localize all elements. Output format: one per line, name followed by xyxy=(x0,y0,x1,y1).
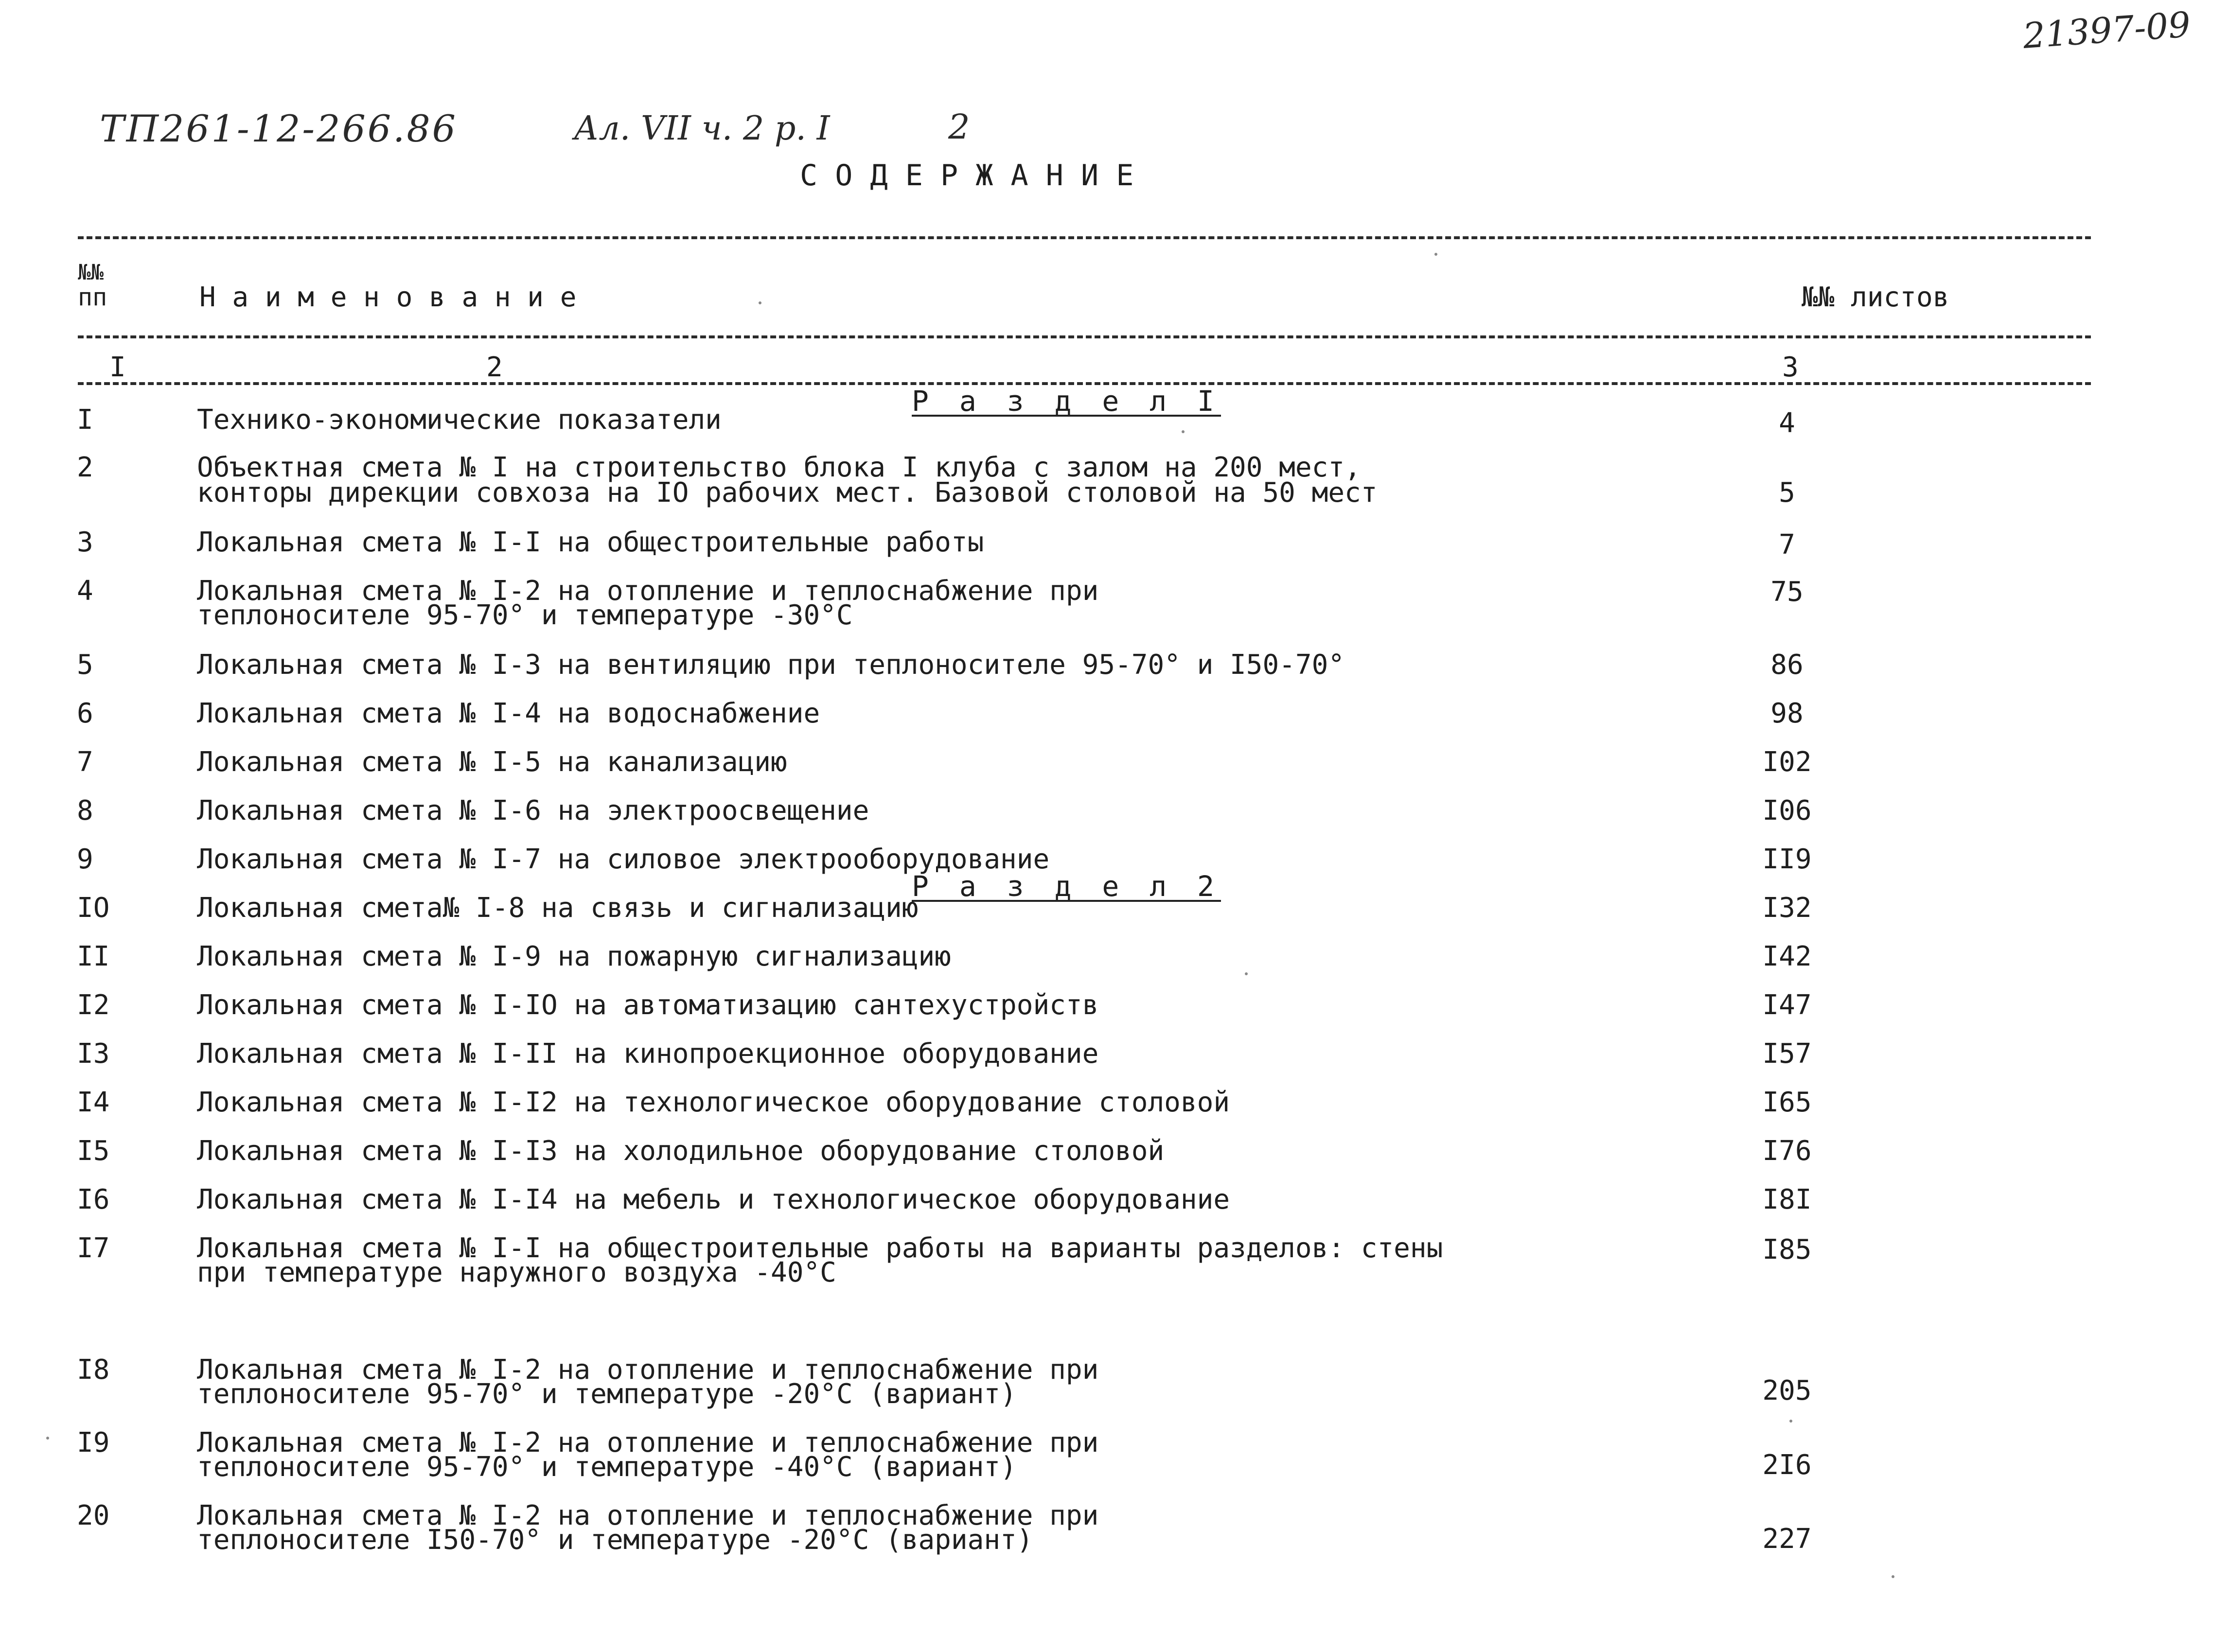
row-title: Локальная смета № I-IO на автоматизацию сантехустройств xyxy=(197,989,1099,1021)
row-sheet: I65 xyxy=(1762,1087,1812,1118)
row-sheet: 2I6 xyxy=(1762,1449,1812,1481)
row-title: Локальная смета № I-I4 на мебель и технологическое оборудование xyxy=(197,1184,1230,1215)
num-column-index: I xyxy=(109,351,126,383)
row-sheet: I85 xyxy=(1762,1234,1812,1265)
name-column-header: Н а и м е н о в а н и е xyxy=(199,281,577,313)
row-number: I3 xyxy=(77,1038,110,1070)
header-middle-rule xyxy=(78,335,2091,338)
row-number: 20 xyxy=(77,1500,110,1531)
header-top-rule xyxy=(78,236,2091,239)
row-number: I8 xyxy=(77,1354,110,1386)
row-sheet: 86 xyxy=(1770,649,1804,681)
row-title: Локальная смета № I-5 на канализацию xyxy=(197,746,787,778)
row-number: 2 xyxy=(77,452,93,483)
row-number: 6 xyxy=(77,698,93,729)
row-title-continuation: теплоносителе 95-70° и температуре -20°С (вариант) xyxy=(197,1378,1017,1410)
sheets-column-index: 3 xyxy=(1782,351,1799,383)
row-number: II xyxy=(77,941,110,972)
row-number: 5 xyxy=(77,649,93,681)
scan-speck xyxy=(1789,1420,1792,1423)
row-number: I2 xyxy=(77,989,110,1021)
row-title: Локальная смета № I-2 на отопление и теплоснабжение при xyxy=(197,575,1099,607)
row-number: I5 xyxy=(77,1135,110,1167)
row-number: I7 xyxy=(77,1232,110,1264)
row-number: I6 xyxy=(77,1184,110,1215)
row-title: Локальная смета № I-I на общестроительные работы xyxy=(197,527,984,558)
row-sheet: I8I xyxy=(1762,1184,1812,1215)
row-title: Локальная смета № I-I2 на технологическое оборудование столовой xyxy=(197,1087,1230,1118)
num-column-header-line1: №№ xyxy=(78,260,104,285)
sheets-column-header: №№ листов xyxy=(1802,281,1949,313)
row-title: Локальная смета № I-6 на электроосвещение xyxy=(197,795,869,826)
row-title-continuation: при температуре наружного воздуха -40°С xyxy=(197,1257,836,1288)
row-sheet: I47 xyxy=(1762,989,1812,1021)
scan-speck xyxy=(1434,253,1437,256)
scan-speck xyxy=(1245,972,1248,975)
row-title: Локальная смета № I-2 на отопление и теплоснабжение при xyxy=(197,1427,1099,1459)
row-sheet: I76 xyxy=(1762,1135,1812,1167)
row-title-continuation: теплоносителе I50-70° и температуре -20°С (вариант) xyxy=(197,1524,1033,1556)
scan-speck xyxy=(1892,1575,1894,1578)
row-title: Локальная смета № I-2 на отопление и теплоснабжение при xyxy=(197,1500,1099,1531)
row-sheet: I02 xyxy=(1762,746,1812,778)
row-number: 8 xyxy=(77,795,93,826)
row-sheet: 5 xyxy=(1779,477,1795,509)
scan-speck xyxy=(46,1437,49,1440)
row-number: 7 xyxy=(77,746,93,778)
row-sheet: 205 xyxy=(1762,1375,1812,1406)
document-code: ТП261-12-266.86 xyxy=(100,107,458,150)
row-title: Объектная смета № I на строительство блока I клуба с залом на 200 мест, xyxy=(197,452,1361,483)
row-sheet: 7 xyxy=(1779,529,1795,561)
row-title: Технико-экономические показатели xyxy=(197,404,722,436)
row-number: I9 xyxy=(77,1427,110,1459)
row-sheet: I32 xyxy=(1762,892,1812,924)
row-title-continuation: теплоносителе 95-70° и температуре -40°С (вариант) xyxy=(197,1451,1017,1483)
row-title-continuation: теплоносителе 95-70° и температуре -30°С xyxy=(197,599,853,631)
row-number: 9 xyxy=(77,844,93,875)
row-title: Локальная смета № I-9 на пожарную сигнализацию xyxy=(197,941,951,972)
row-sheet: I57 xyxy=(1762,1038,1812,1070)
row-title: Локальная смета № I-2 на отопление и теплоснабжение при xyxy=(197,1354,1099,1386)
row-number: 4 xyxy=(77,575,93,607)
section-2-heading: Р а з д е л 2 xyxy=(912,870,1221,903)
section-1-heading: Р а з д е л I xyxy=(912,385,1221,418)
scan-speck xyxy=(1182,430,1185,433)
row-title: Локальная смета№ I-8 на связь и сигнализацию xyxy=(197,892,919,924)
num-column-header-line2: пп xyxy=(78,283,107,311)
corner-document-number: 21397-09 xyxy=(2021,4,2192,56)
row-number: I xyxy=(77,404,93,436)
row-sheet: I06 xyxy=(1762,795,1812,826)
row-sheet: 4 xyxy=(1779,407,1795,439)
row-sheet: II9 xyxy=(1762,844,1812,875)
row-title: Локальная смета № I-4 на водоснабжение xyxy=(197,698,820,729)
scan-speck xyxy=(759,301,761,304)
row-title: Локальная смета № I-7 на силовое электрооборудование xyxy=(197,844,1050,875)
row-title: Локальная смета № I-I3 на холодильное оборудование столовой xyxy=(197,1135,1165,1167)
row-number: I4 xyxy=(77,1087,110,1118)
row-sheet: 98 xyxy=(1770,698,1804,729)
row-sheet: 227 xyxy=(1762,1523,1812,1555)
row-title: Локальная смета № I-3 на вентиляцию при теплоносителе 95-70° и I50-70° xyxy=(197,649,1345,681)
name-column-index: 2 xyxy=(486,351,503,383)
row-sheet: I42 xyxy=(1762,941,1812,972)
row-title: Локальная смета № I-II на кинопроекционное оборудование xyxy=(197,1038,1099,1070)
page-number: 2 xyxy=(948,107,970,147)
row-title: Локальная смета № I-I на общестроительные работы на варианты разделов: стены xyxy=(197,1232,1443,1264)
row-number: 3 xyxy=(77,527,93,558)
row-sheet: 75 xyxy=(1770,576,1804,608)
page-title: С О Д Е Р Ж А Н И Е xyxy=(800,158,1134,193)
row-number: IO xyxy=(77,892,110,924)
row-title-continuation: конторы дирекции совхоза на IO рабочих мест. Базовой столовой на 50 мест xyxy=(197,477,1378,509)
album-reference: Ал. VII ч. 2 р. I xyxy=(574,109,830,148)
